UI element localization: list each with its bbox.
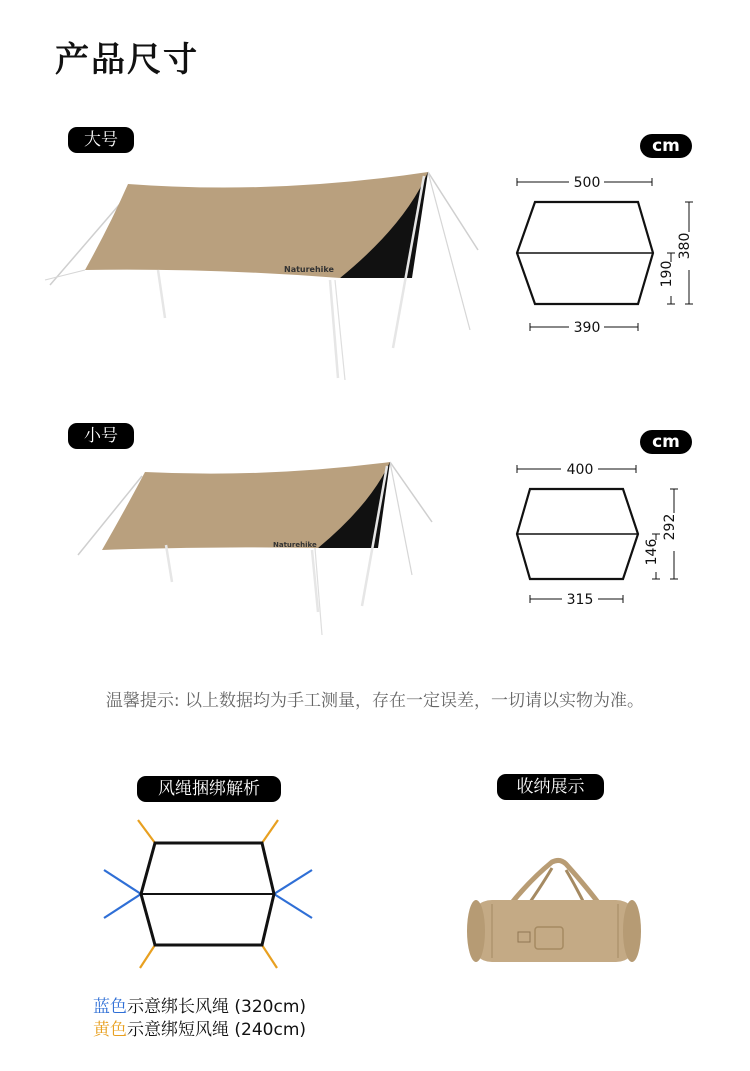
- size-label-small: 小号: [68, 423, 134, 449]
- size-label-large: 大号: [68, 127, 134, 153]
- brand-logo: Naturehike: [273, 541, 317, 549]
- brand-logo: Naturehike: [284, 265, 334, 274]
- dim-inner-height-small: 146: [644, 538, 660, 566]
- unit-badge-large: cm: [640, 134, 692, 158]
- storage-section-label: 收纳展示: [497, 774, 604, 800]
- dim-inner-height-large: 190: [659, 260, 675, 288]
- unit-badge-small: cm: [640, 430, 692, 454]
- dim-bottom-width-large: 390: [573, 320, 601, 336]
- measurement-note: 温馨提示: 以上数据均为手工测量，存在一定误差，一切请以实物为准。: [105, 691, 645, 711]
- legend-yellow-word: 黄色: [93, 1020, 127, 1040]
- rope-section-label: 风绳捆绑解析: [137, 776, 281, 802]
- dim-top-width-small: 400: [566, 462, 594, 478]
- dim-total-height-small: 292: [662, 513, 678, 541]
- legend-blue-text: 示意绑长风绳 (320cm): [127, 997, 307, 1017]
- legend-blue-word: 蓝色: [93, 997, 127, 1017]
- page-title: 产品尺寸: [55, 40, 199, 80]
- dim-top-width-large: 500: [573, 175, 601, 191]
- legend-yellow-text: 示意绑短风绳 (240cm): [127, 1020, 307, 1040]
- dim-bottom-width-small: 315: [566, 592, 594, 608]
- dim-total-height-large: 380: [677, 232, 693, 260]
